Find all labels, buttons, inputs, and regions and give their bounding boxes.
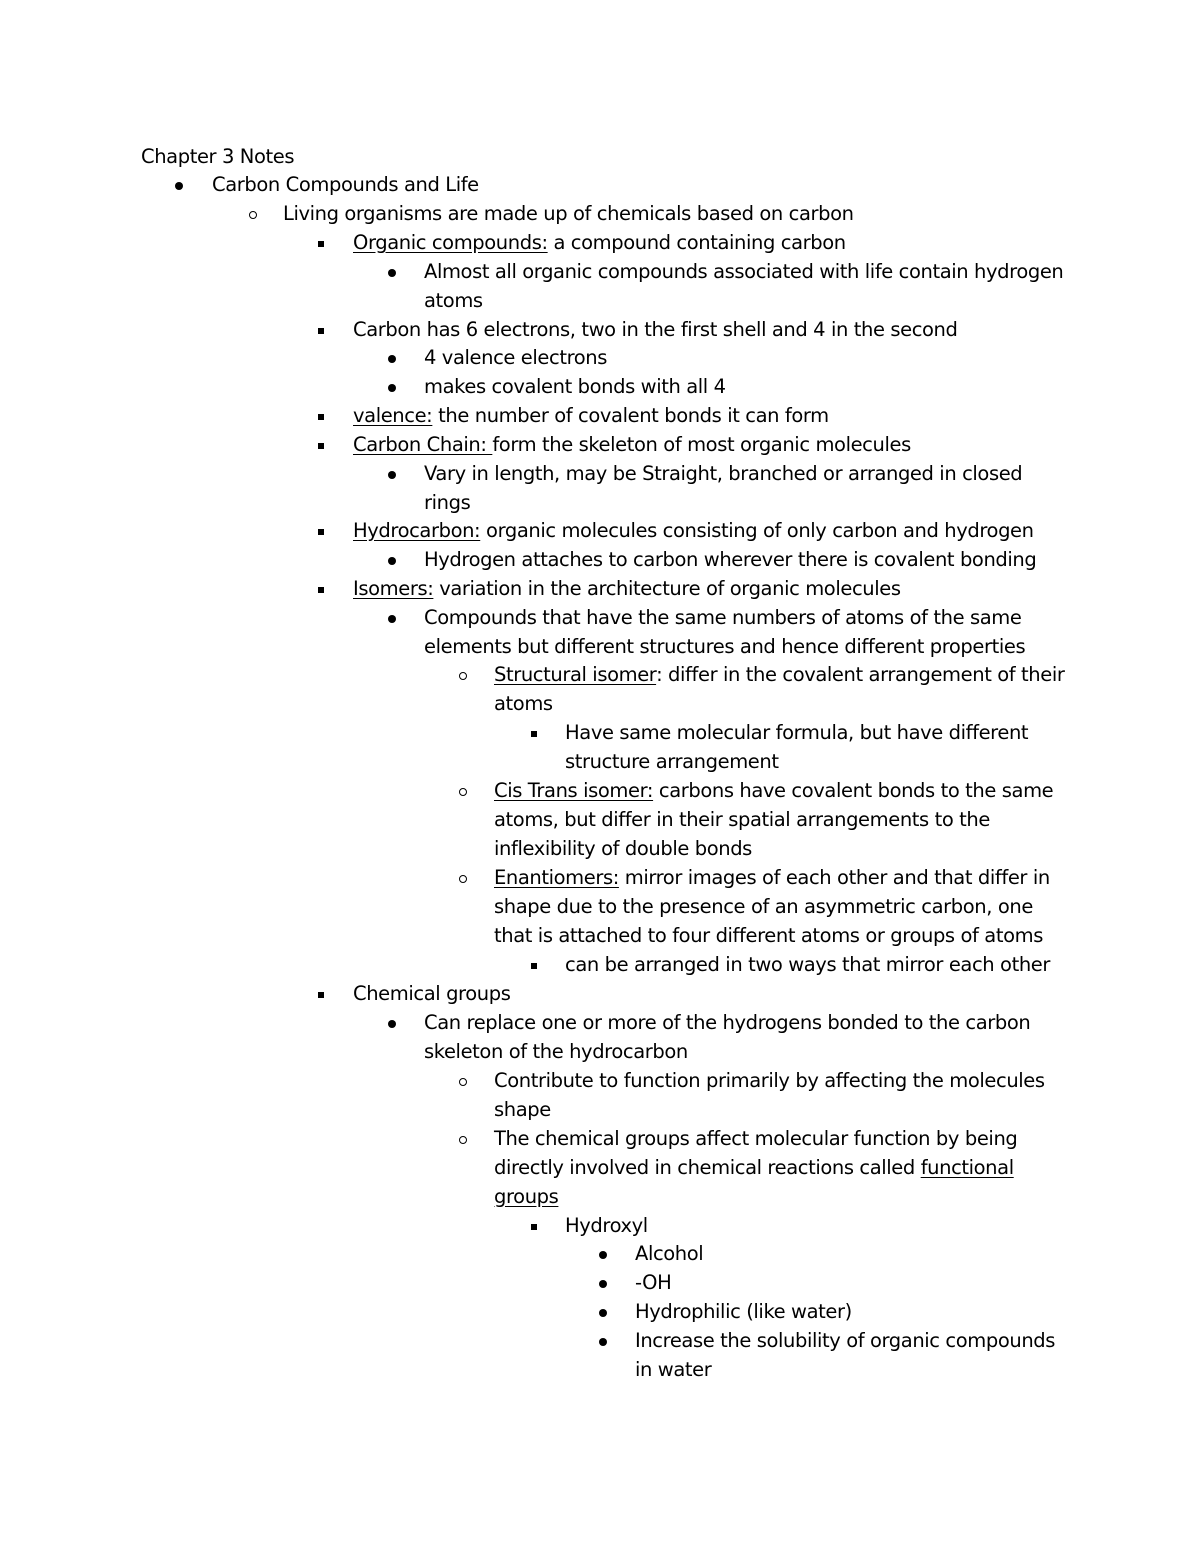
definition: : differ in the covalent arrangement of their atoms: [494, 663, 1065, 715]
list-item-text: [353, 229, 1073, 258]
bullet-dot-icon: [382, 460, 402, 489]
term: Enantiomers:: [494, 866, 619, 889]
bullet-square-icon: [311, 402, 331, 431]
definition: variation in the architecture of organic molecules: [433, 577, 901, 600]
list-item: [353, 316, 1073, 345]
bullet-dot-icon: [593, 1240, 613, 1269]
list-item-text: Hydroxyl: [565, 1214, 648, 1237]
bullet-dot-icon: [382, 546, 402, 575]
page-title: Chapter 3 Notes: [141, 145, 295, 168]
list-item: [424, 546, 1074, 575]
list-item-text: Compounds that have the same numbers of atoms of the same elements but different structures and hence different properties: [424, 606, 1026, 658]
list-item: [635, 1298, 1075, 1327]
list-item-text: Increase the solubility of organic compounds in water: [635, 1329, 1056, 1381]
list-item: [424, 1009, 1074, 1067]
definition: organic molecules consisting of only carbon and hydrogen: [480, 519, 1034, 542]
bullet-square-icon: [311, 431, 331, 460]
term: Hydrocarbon:: [353, 519, 481, 542]
list-item-text: Living organisms are made up of chemicals based on carbon: [283, 202, 854, 225]
list-item: [353, 402, 1073, 431]
list-item-text: Almost all organic compounds associated with life contain hydrogen atoms: [424, 260, 1064, 312]
list-item-text: [353, 517, 1073, 546]
list-item: [635, 1269, 1075, 1298]
list-item: [565, 719, 1075, 777]
list-item-text: Alcohol: [635, 1242, 704, 1265]
list-item-text: Hydrophilic (like water): [635, 1300, 852, 1323]
term: Structural isomer: [494, 663, 657, 686]
list-item-text: [494, 1125, 1074, 1211]
bullet-square-icon: [524, 951, 544, 980]
bullet-circle-icon: [453, 661, 473, 690]
bullet-square-icon: [311, 575, 331, 604]
list-item-text: Can replace one or more of the hydrogens bonded to the carbon skeleton of the hydrocarbon: [424, 1011, 1031, 1063]
definition: mirror images of each other and that differ in shape due to the presence of an asymmetric carbon, one that is attached to four different atoms or groups of atoms: [494, 866, 1050, 947]
bullet-square-icon: [311, 229, 331, 258]
bullet-square-icon: [311, 517, 331, 546]
list-item: [635, 1327, 1075, 1385]
bullet-circle-icon: [453, 1125, 473, 1154]
list-item: [424, 460, 1074, 518]
list-item-text: [353, 575, 1073, 604]
term: functional groups: [494, 1155, 1014, 1208]
bullet-dot-icon: [169, 171, 189, 200]
bullet-circle-icon: [453, 1067, 473, 1096]
definition: form the skeleton of most organic molecules: [492, 433, 911, 456]
term: Isomers:: [353, 577, 434, 600]
bullet-dot-icon: [593, 1327, 613, 1356]
list-item-text: can be arranged in two ways that mirror each other: [565, 953, 1050, 976]
definition: the number of covalent bonds it can form: [432, 404, 829, 427]
list-item: [565, 1212, 1075, 1241]
list-item-text: -OH: [635, 1271, 672, 1294]
bullet-circle-icon: [453, 777, 473, 806]
list-item: [494, 1125, 1074, 1211]
bullet-dot-icon: [382, 258, 402, 287]
bullet-circle-icon: [243, 200, 263, 229]
bullet-square-icon: [311, 980, 331, 1009]
list-item: [353, 575, 1073, 604]
list-item: [212, 171, 1072, 200]
list-item-text: Carbon has 6 electrons, two in the first shell and 4 in the second: [353, 318, 958, 341]
term: valence:: [353, 404, 433, 427]
list-item: [424, 258, 1074, 316]
list-item: [494, 777, 1074, 863]
list-item-text: [353, 402, 1073, 431]
list-item-text: [494, 661, 1074, 719]
bullet-dot-icon: [382, 373, 402, 402]
list-item-text: Chemical groups: [353, 982, 511, 1005]
definition: The chemical groups affect molecular function by being directly involved in chemical reactions called: [494, 1127, 1018, 1179]
list-item-text: 4 valence electrons: [424, 346, 608, 369]
list-item-text: [353, 431, 1073, 460]
bullet-square-icon: [311, 316, 331, 345]
list-item-text: [494, 864, 1074, 950]
bullet-dot-icon: [382, 1009, 402, 1038]
list-item: [353, 431, 1073, 460]
bullet-square-icon: [524, 719, 544, 748]
bullet-square-icon: [524, 1212, 544, 1241]
list-item: [494, 864, 1074, 950]
list-item-text: [494, 777, 1074, 863]
list-item: [424, 604, 1074, 662]
term: Cis Trans isomer:: [494, 779, 654, 802]
list-item: [494, 1067, 1074, 1125]
list-item-text: Carbon Compounds and Life: [212, 173, 479, 196]
bullet-dot-icon: [593, 1298, 613, 1327]
bullet-dot-icon: [593, 1269, 613, 1298]
list-item-text: Have same molecular formula, but have different structure arrangement: [565, 721, 1029, 773]
bullet-dot-icon: [382, 344, 402, 373]
list-item-text: Contribute to function primarily by affecting the molecules shape: [494, 1069, 1045, 1121]
term: Organic compounds:: [353, 231, 548, 254]
definition: carbons have covalent bonds to the same atoms, but differ in their spatial arrangements to the inflexibility of double bonds: [494, 779, 1054, 860]
bullet-circle-icon: [453, 864, 473, 893]
list-item: [635, 1240, 1075, 1269]
term: Carbon Chain:: [353, 433, 493, 456]
bullet-dot-icon: [382, 604, 402, 633]
list-item: [353, 980, 1073, 1009]
list-item: [353, 229, 1073, 258]
list-item: [424, 344, 1074, 373]
list-item-text: makes covalent bonds with all 4: [424, 375, 726, 398]
definition: a compound containing carbon: [547, 231, 846, 254]
list-item-text: Vary in length, may be Straight, branched or arranged in closed rings: [424, 462, 1023, 514]
list-item: [565, 951, 1075, 980]
list-item: [353, 517, 1073, 546]
list-item: [283, 200, 1073, 229]
list-item: [494, 661, 1074, 719]
list-item: [424, 373, 1074, 402]
list-item-text: Hydrogen attaches to carbon wherever there is covalent bonding: [424, 548, 1037, 571]
